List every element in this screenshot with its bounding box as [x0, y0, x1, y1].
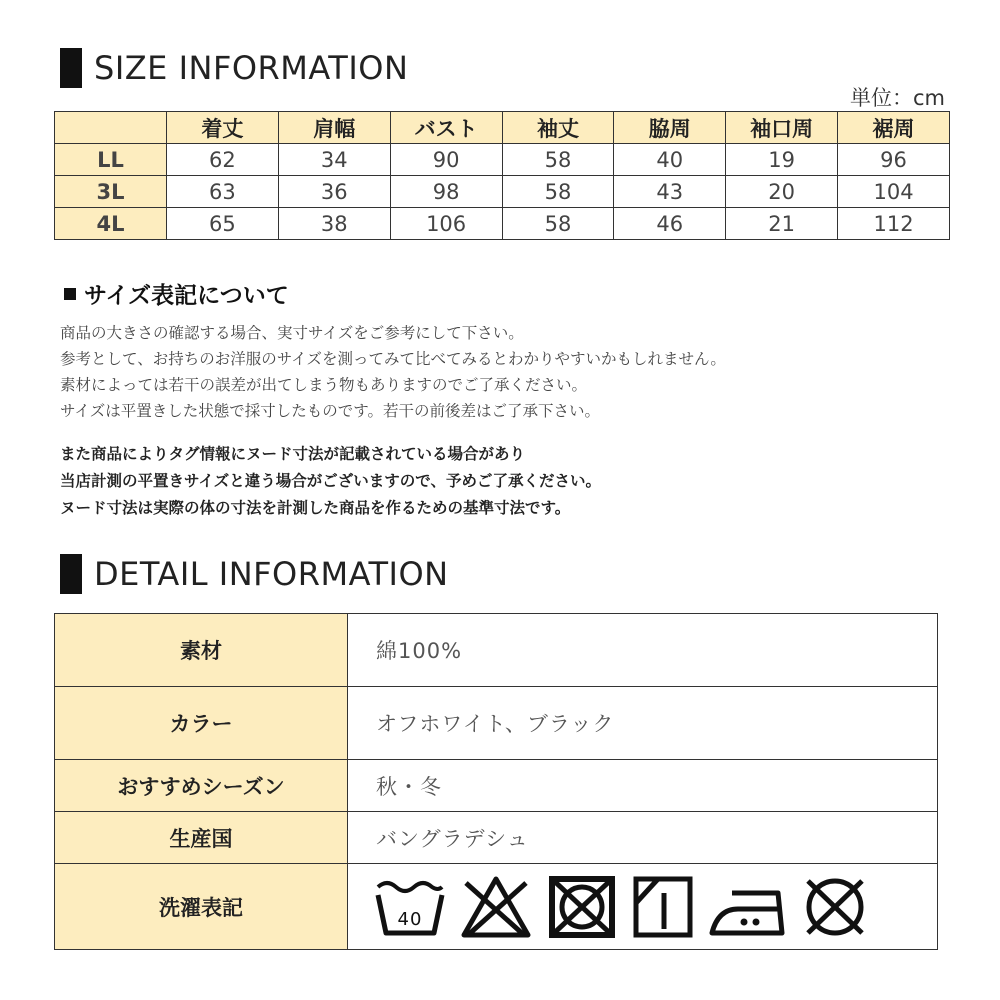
detail-label: 洗濯表記 [55, 864, 348, 950]
wash-40-icon [374, 875, 446, 939]
detail-value: 秋・冬 [348, 760, 938, 812]
note-line: サイズは平置きした状態で採寸したものです。若干の前後差はご了承下さい。 [60, 402, 601, 420]
table-cell: 36 [278, 176, 390, 208]
size-label: 4L [55, 208, 167, 240]
table-cell: 19 [726, 144, 838, 176]
table-cell: 40 [614, 144, 726, 176]
table-row [55, 176, 950, 208]
detail-label: 素材 [55, 614, 348, 687]
note-bold-line: ヌード寸法は実際の体の寸法を計測した商品を作るための基準寸法です。 [60, 499, 571, 517]
detail-label: 生産国 [55, 812, 348, 864]
no-bleach-icon [460, 875, 532, 939]
table-cell: 46 [614, 208, 726, 240]
table-cell: 96 [838, 144, 950, 176]
size-table-corner [55, 112, 167, 144]
table-cell: 62 [167, 144, 279, 176]
table-cell: 34 [278, 144, 390, 176]
table-cell: 112 [838, 208, 950, 240]
no-dry-clean-icon [802, 875, 868, 939]
size-table [54, 111, 950, 240]
table-row [55, 614, 938, 687]
column-header: バスト [390, 112, 502, 144]
heading-bar [60, 554, 82, 594]
size-section-heading [60, 48, 408, 88]
table-row [55, 864, 938, 950]
table-row [55, 760, 938, 812]
column-header: 肩幅 [278, 112, 390, 144]
size-note-heading [64, 277, 289, 310]
size-table-header-row [55, 112, 950, 144]
table-cell: 58 [502, 208, 614, 240]
table-cell: 65 [167, 208, 279, 240]
note-bold-line: 当店計測の平置きサイズと違う場合がございますので、予めご了承ください。 [60, 472, 601, 490]
table-row [55, 144, 950, 176]
note-line: 商品の大きさの確認する場合、実寸サイズをご参考にして下さい。 [60, 324, 524, 342]
note-line: 参考として、お持ちのお洋服のサイズを測ってみて比べてみるとわかりやすいかもしれません。 [60, 350, 726, 368]
size-note-bold-body [60, 441, 601, 522]
size-note-body [60, 320, 726, 424]
no-tumble-dry-icon [546, 875, 618, 939]
detail-value: 綿100% [348, 614, 938, 687]
size-label: LL [55, 144, 167, 176]
detail-section-title: DETAIL INFORMATION [94, 555, 449, 593]
line-dry-shade-icon [632, 875, 694, 939]
care-icons-cell [348, 864, 938, 950]
detail-section-heading [60, 554, 449, 594]
table-row [55, 687, 938, 760]
size-section-title: SIZE INFORMATION [94, 49, 409, 87]
square-bullet-icon [64, 288, 76, 300]
table-row [55, 812, 938, 864]
unit-label: 単位：cm [849, 86, 945, 110]
size-note-title: サイズ表記について [84, 283, 289, 309]
table-row [55, 208, 950, 240]
table-cell: 98 [390, 176, 502, 208]
table-cell: 38 [278, 208, 390, 240]
column-header: 着丈 [167, 112, 279, 144]
note-line: 素材によっては若干の誤差が出てしまう物もありますのでご了承ください。 [60, 376, 588, 394]
table-cell: 106 [390, 208, 502, 240]
wash-temperature: 40 [397, 908, 423, 930]
care-icons [374, 875, 937, 939]
column-header: 脇周 [614, 112, 726, 144]
note-bold-line: また商品によりタグ情報にヌード寸法が記載されている場合があり [60, 445, 526, 463]
column-header: 裾周 [838, 112, 950, 144]
detail-label: カラー [55, 687, 348, 760]
table-cell: 58 [502, 176, 614, 208]
table-cell: 43 [614, 176, 726, 208]
table-cell: 21 [726, 208, 838, 240]
detail-table [54, 613, 938, 950]
detail-label: おすすめシーズン [55, 760, 348, 812]
table-cell: 104 [838, 176, 950, 208]
column-header: 袖丈 [502, 112, 614, 144]
table-cell: 58 [502, 144, 614, 176]
iron-medium-icon [708, 875, 788, 939]
table-cell: 63 [167, 176, 279, 208]
table-cell: 20 [726, 176, 838, 208]
detail-value: オフホワイト、ブラック [348, 687, 938, 760]
heading-bar [60, 48, 82, 88]
column-header: 袖口周 [726, 112, 838, 144]
table-cell: 90 [390, 144, 502, 176]
size-label: 3L [55, 176, 167, 208]
detail-value: バングラデシュ [348, 812, 938, 864]
